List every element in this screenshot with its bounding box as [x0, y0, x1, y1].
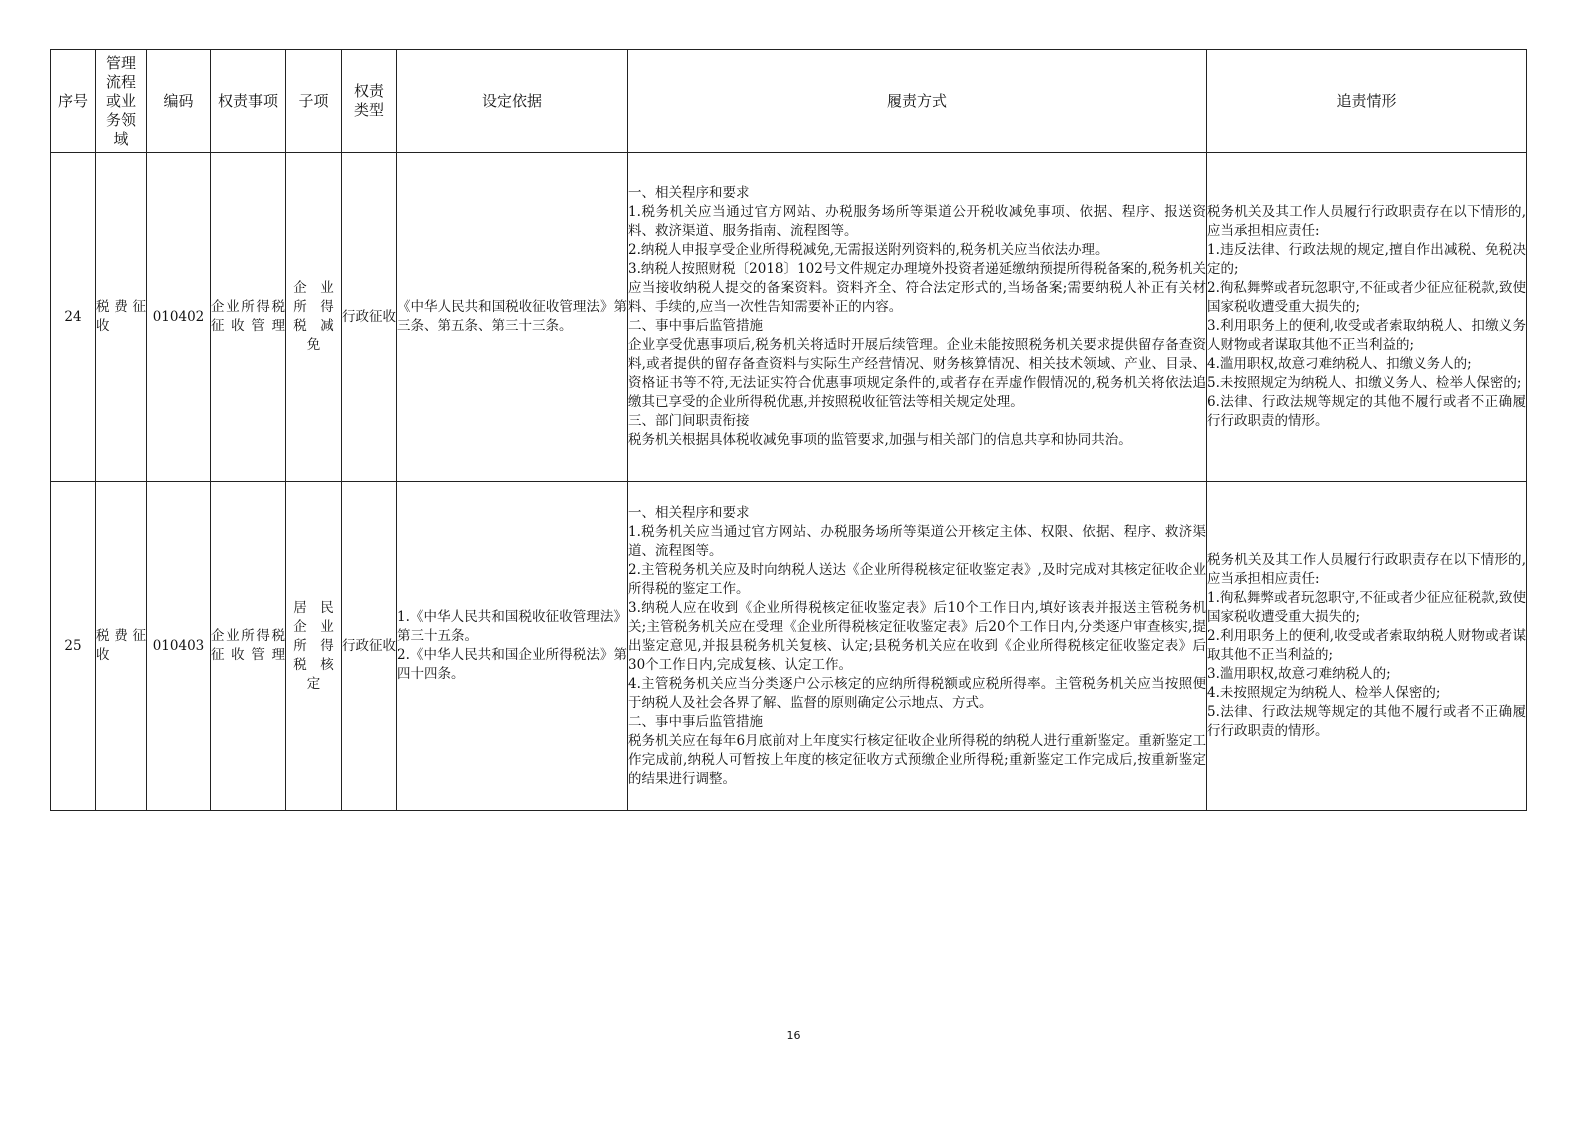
header-code: 编码	[147, 50, 211, 153]
cell-item: 企业所得税征收管理	[211, 482, 286, 811]
perf-line: 3.纳税人应在收到《企业所得税核定征收鉴定表》后10个工作日内,填好该表并报送主管税务机关;主管税务机关应在受理《企业所得税核定征收鉴定表》后20个工作日内,分类逐户审查核实,提出鉴定意见,并报县税务机关复核、认定;县税务机关应在收到《企业所得税核定征收鉴定表》后30个工作日内,完成复核、认定工作。	[628, 599, 1206, 673]
table-row	[51, 153, 1527, 482]
perf-line: 企业享受优惠事项后,税务机关将适时开展后续管理。企业未能按照税务机关要求提供留存备查资料,或者提供的留存备查资料与实际生产经营情况、财务核算情况、相关技术领域、产业、目录、资格证书等不符,无法证实符合优惠事项规定条件的,或者存在弄虚作假情况的,税务机关将依法追缴其已享受的企业所得税优惠,并按照税收征管法等相关规定处理。	[628, 337, 1206, 410]
page-number: 16	[786, 1029, 801, 1042]
perf-line: 2.主管税务机关应及时向纳税人送达《企业所得税核定征收鉴定表》,及时完成对其核定征收企业所得税的鉴定工作。	[628, 561, 1206, 597]
acc-line: 3.利用职务上的便利,收受或者索取纳税人、扣缴义务人财物或者谋取其他不正当利益的;	[1207, 318, 1526, 353]
header-sub: 子项	[286, 50, 342, 153]
header-acc: 追责情形	[1207, 50, 1527, 153]
acc-line: 1.徇私舞弊或者玩忽职守,不征或者少征应征税款,致使国家税收遭受重大损失的;	[1207, 590, 1526, 625]
duty-list-table	[50, 49, 1527, 811]
acc-line: 6.法律、行政法规等规定的其他不履行或者不正确履行行政职责的情形。	[1207, 394, 1526, 429]
perf-line: 3.纳税人按照财税〔2018〕102号文件规定办理境外投资者递延缴纳预提所得税备案的,税务机关应当接收纳税人提交的备案资料。资料齐全、符合法定形式的,当场备案;需要纳税人补正有关材料、手续的,应当一次性告知需要补正的内容。	[628, 261, 1206, 315]
cell-sub	[286, 153, 342, 482]
cell-basis	[397, 482, 628, 811]
cell-code: 010403	[147, 482, 211, 811]
acc-line: 1.违反法律、行政法规的规定,擅自作出减税、免税决定的;	[1207, 242, 1526, 277]
sub-line-4: 免	[306, 337, 321, 353]
header-perf: 履责方式	[628, 50, 1207, 153]
sub-line-4: 税 核	[293, 656, 334, 673]
acc-line: 税务机关及其工作人员履行行政职责存在以下情形的,应当承担相应责任:	[1207, 552, 1526, 587]
cell-seq: 25	[51, 482, 96, 811]
table-row	[51, 482, 1527, 811]
perf-line: 税务机关根据具体税收减免事项的监管要求,加强与相关部门的信息共享和协同共治。	[628, 432, 1132, 448]
table-header-row	[51, 50, 1527, 153]
cell-domain: 税费征收	[96, 153, 147, 482]
perf-line: 二、事中事后监管措施	[628, 713, 763, 730]
acc-line: 4.滥用职权,故意刁难纳税人、扣缴义务人的;	[1207, 356, 1472, 372]
header-seq: 序号	[51, 50, 96, 153]
cell-basis	[397, 153, 628, 482]
cell-perf	[628, 482, 1207, 811]
acc-line: 2.利用职务上的便利,收受或者索取纳税人财物或者谋取其他不正当利益的;	[1207, 628, 1526, 663]
header-basis: 设定依据	[397, 50, 628, 153]
cell-domain: 税费征收	[96, 482, 147, 811]
cell-code: 010402	[147, 153, 211, 482]
cell-type: 行政征收	[342, 153, 397, 482]
cell-seq: 24	[51, 153, 96, 482]
sub-line-5: 定	[306, 675, 321, 692]
acc-line: 4.未按照规定为纳税人、检举人保密的;	[1207, 685, 1441, 701]
acc-line: 税务机关及其工作人员履行行政职责存在以下情形的,应当承担相应责任:	[1207, 204, 1526, 239]
header-domain: 管理流程或业务领域	[96, 50, 147, 153]
cell-type: 行政征收	[342, 482, 397, 811]
cell-acc	[1207, 482, 1527, 811]
sub-line-2: 企 业	[293, 618, 334, 635]
acc-line: 5.未按照规定为纳税人、扣缴义务人、检举人保密的;	[1207, 375, 1522, 391]
perf-line: 二、事中事后监管措施	[628, 318, 763, 334]
cell-acc	[1207, 153, 1527, 482]
perf-line: 2.纳税人申报享受企业所得税减免,无需报送附列资料的,税务机关应当依法办理。	[628, 242, 1109, 258]
sub-line-3: 所 得	[293, 637, 334, 654]
basis-line: 1.《中华人民共和国税收征收管理法》第三十五条。	[397, 609, 627, 644]
sub-line-1: 企 业	[293, 280, 334, 296]
sub-line-2: 所 得	[293, 299, 334, 315]
cell-perf	[628, 153, 1207, 482]
acc-line: 2.徇私舞弊或者玩忽职守,不征或者少征应征税款,致使国家税收遭受重大损失的;	[1207, 280, 1526, 315]
perf-line: 4.主管税务机关应当分类逐户公示核定的应纳所得税额或应税所得率。主管税务机关应当按照便于纳税人及社会各界了解、监督的原则确定公示地点、方式。	[628, 675, 1206, 711]
perf-line: 1.税务机关应当通过官方网站、办税服务场所等渠道公开税收减免事项、依据、程序、报送资料、救济渠道、服务指南、流程图等。	[628, 204, 1206, 239]
sub-line-3: 税 减	[293, 318, 334, 334]
acc-line: 5.法律、行政法规等规定的其他不履行或者不正确履行行政职责的情形。	[1207, 704, 1526, 739]
sub-line-1: 居 民	[293, 599, 334, 616]
cell-sub	[286, 482, 342, 811]
basis-line: 2.《中华人民共和国企业所得税法》第四十四条。	[397, 647, 627, 682]
acc-line: 3.滥用职权,故意刁难纳税人的;	[1207, 666, 1391, 682]
basis-line: 《中华人民共和国税收征收管理法》第三条、第五条、第三十三条。	[397, 299, 627, 334]
perf-line: 税务机关应在每年6月底前对上年度实行核定征收企业所得税的纳税人进行重新鉴定。重新鉴定工作完成前,纳税人可暂按上年度的核定征收方式预缴企业所得税;重新鉴定工作完成后,按重新鉴定的结果进行调整。	[628, 732, 1206, 787]
perf-line: 一、相关程序和要求	[628, 504, 750, 521]
perf-line: 一、相关程序和要求	[628, 185, 750, 201]
header-type: 权责类型	[342, 50, 397, 153]
header-item: 权责事项	[211, 50, 286, 153]
perf-line: 三、部门间职责衔接	[628, 413, 750, 429]
perf-line: 1.税务机关应当通过官方网站、办税服务场所等渠道公开核定主体、权限、依据、程序、救济渠道、流程图等。	[628, 523, 1206, 559]
cell-item: 企业所得税征收管理	[211, 153, 286, 482]
